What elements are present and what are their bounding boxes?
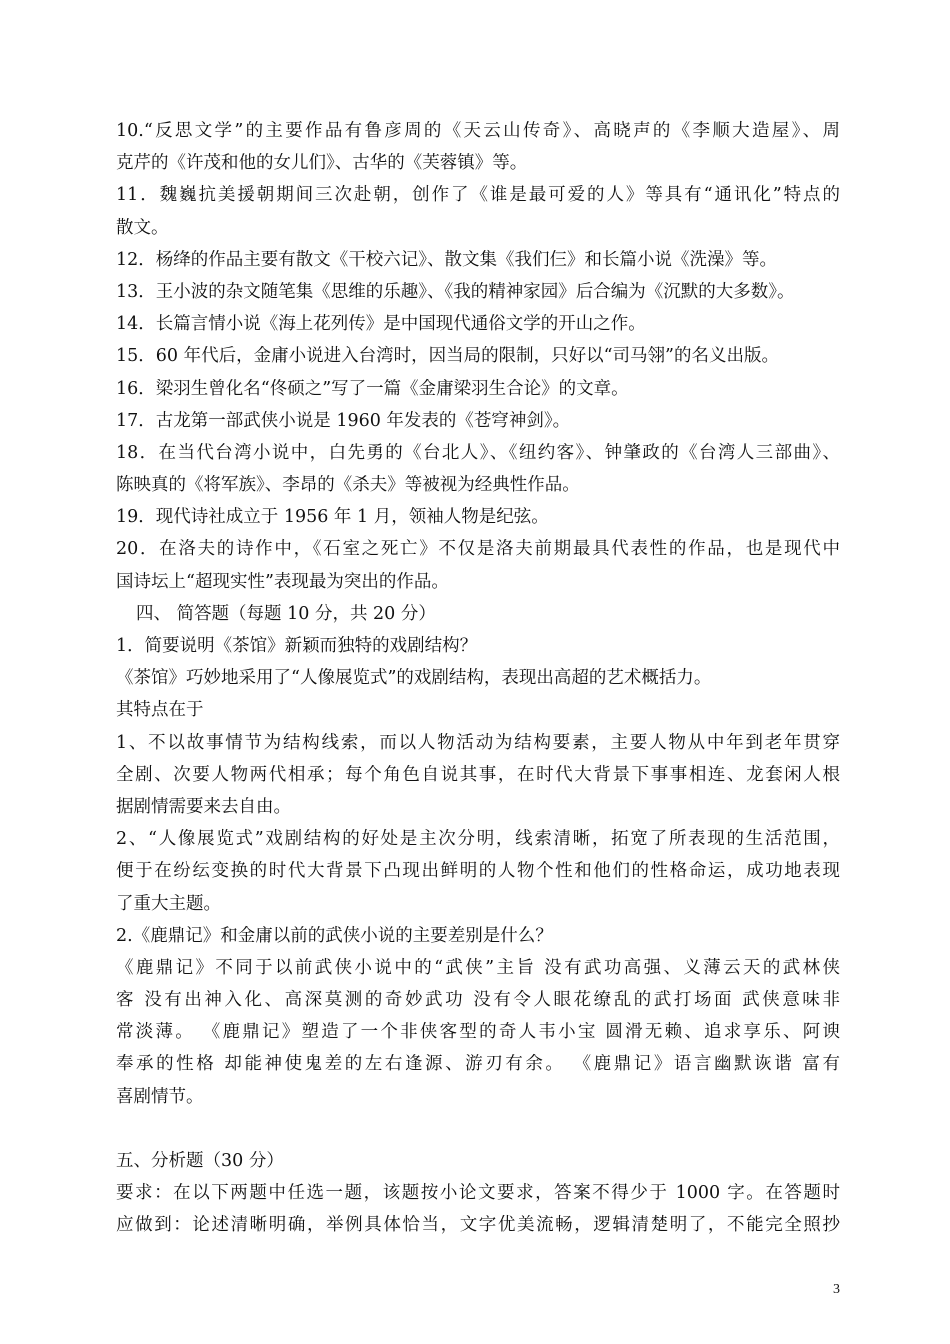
text-line: 国诗坛上“超现实性”表现最为突出的作品。 bbox=[116, 571, 449, 592]
page-number: 3 bbox=[833, 1282, 840, 1297]
text-line: 1、不以故事情节为结构线索，而以人物活动为结构要素，主要人物从中年到老年贯穿 bbox=[116, 732, 840, 753]
text-line: 2.《鹿鼎记》和金庸以前的武侠小说的主要差别是什么？ bbox=[116, 925, 553, 946]
text-line: 17．古龙第一部武侠小说是 1960 年发表的《苍穹神剑》。 bbox=[116, 410, 571, 431]
text-line: 散文。 bbox=[116, 217, 169, 238]
text-line: 陈映真的《将军族》、李昂的《杀夫》等被视为经典性作品。 bbox=[116, 475, 580, 496]
text-line: 便于在纷纭变换的时代大背景下凸现出鲜明的人物个性和他们的性格命运，成功地表现 bbox=[116, 861, 840, 882]
text-line: 12．杨绛的作品主要有散文《干校六记》、散文集《我们仨》和长篇小说《洗澡》等。 bbox=[116, 249, 778, 270]
document-body bbox=[116, 115, 840, 1242]
text-line: 五、分析题（30 分） bbox=[116, 1151, 284, 1171]
text-line: 《鹿鼎记》不同于以前武侠小说中的“武侠”主旨 没有武功高强、义薄云天的武林侠 bbox=[116, 957, 840, 978]
text-line: 了重大主题。 bbox=[116, 893, 221, 914]
text-line: 18．在当代台湾小说中，白先勇的《台北人》、《纽约客》、钟肇政的《台湾人三部曲》、 bbox=[116, 442, 840, 463]
text-line: 16．梁羽生曾化名“佟硕之”写了一篇《金庸梁羽生合论》的文章。 bbox=[116, 378, 629, 399]
text-line: 2、“人像展览式”戏剧结构的好处是主次分明，线索清晰，拓宽了所表现的生活范围， bbox=[116, 829, 840, 850]
text-line: 11．魏巍抗美援朝期间三次赴朝，创作了《谁是最可爱的人》等具有“通讯化”特点的 bbox=[116, 185, 840, 206]
text-line: 1．简要说明《茶馆》新颖而独特的戏剧结构？ bbox=[116, 636, 478, 656]
text-line: 《茶馆》巧妙地采用了“人像展览式”的戏剧结构，表现出高超的艺术概括力。 bbox=[116, 668, 712, 689]
text-line: 奉承的性格 却能神使鬼差的左右逢源、游刃有余。 《鹿鼎记》语言幽默诙谐 富有 bbox=[116, 1054, 840, 1075]
text-line: 常淡薄。 《鹿鼎记》塑造了一个非侠客型的奇人韦小宝 圆滑无赖、追求享乐、阿谀 bbox=[116, 1022, 840, 1043]
text-line: 15．60 年代后，金庸小说进入台湾时，因当局的限制，只好以“司马翎”的名义出版。 bbox=[116, 346, 779, 367]
text-line: 其特点在于 bbox=[116, 700, 204, 721]
text-line: 19．现代诗社成立于 1956 年 1 月，领袖人物是纪弦。 bbox=[116, 507, 549, 528]
text-line: 据剧情需要来去自由。 bbox=[116, 796, 291, 817]
text-line: 13．王小波的杂文随笔集《思维的乐趣》、《我的精神家园》后合编为《沉默的大多数》。 bbox=[116, 281, 795, 302]
text-line: 四、 简答题（每题 10 分，共 20 分） bbox=[136, 603, 436, 624]
text-line: 20．在洛夫的诗作中，《石室之死亡》不仅是洛夫前期最具代表性的作品，也是现代中 bbox=[116, 539, 840, 560]
text-line: 客 没有出神入化、高深莫测的奇妙武功 没有令人眼花缭乱的武打场面 武侠意味非 bbox=[116, 990, 840, 1011]
text-line: 克芹的《许茂和他的女儿们》、古华的《芙蓉镇》等。 bbox=[116, 153, 528, 174]
text-line: 14．长篇言情小说《海上花列传》是中国现代通俗文学的开山之作。 bbox=[116, 314, 646, 335]
text-line: 全剧、次要人物两代相承；每个角色自说其事，在时代大背景下事事相连、龙套闲人根 bbox=[116, 764, 840, 785]
text-line: 要求：在以下两题中任选一题，该题按小论文要求，答案不得少于 1000 字。在答题时 bbox=[116, 1183, 840, 1204]
text-line: 10.“反思文学”的主要作品有鲁彦周的《天云山传奇》、高晓声的《李顺大造屋》、周 bbox=[116, 121, 840, 141]
blank-line bbox=[116, 1113, 840, 1145]
text-line: 喜剧情节。 bbox=[116, 1086, 204, 1107]
text-line: 应做到：论述清晰明确，举例具体恰当，文字优美流畅，逻辑清楚明了，不能完全照抄 bbox=[116, 1215, 840, 1236]
